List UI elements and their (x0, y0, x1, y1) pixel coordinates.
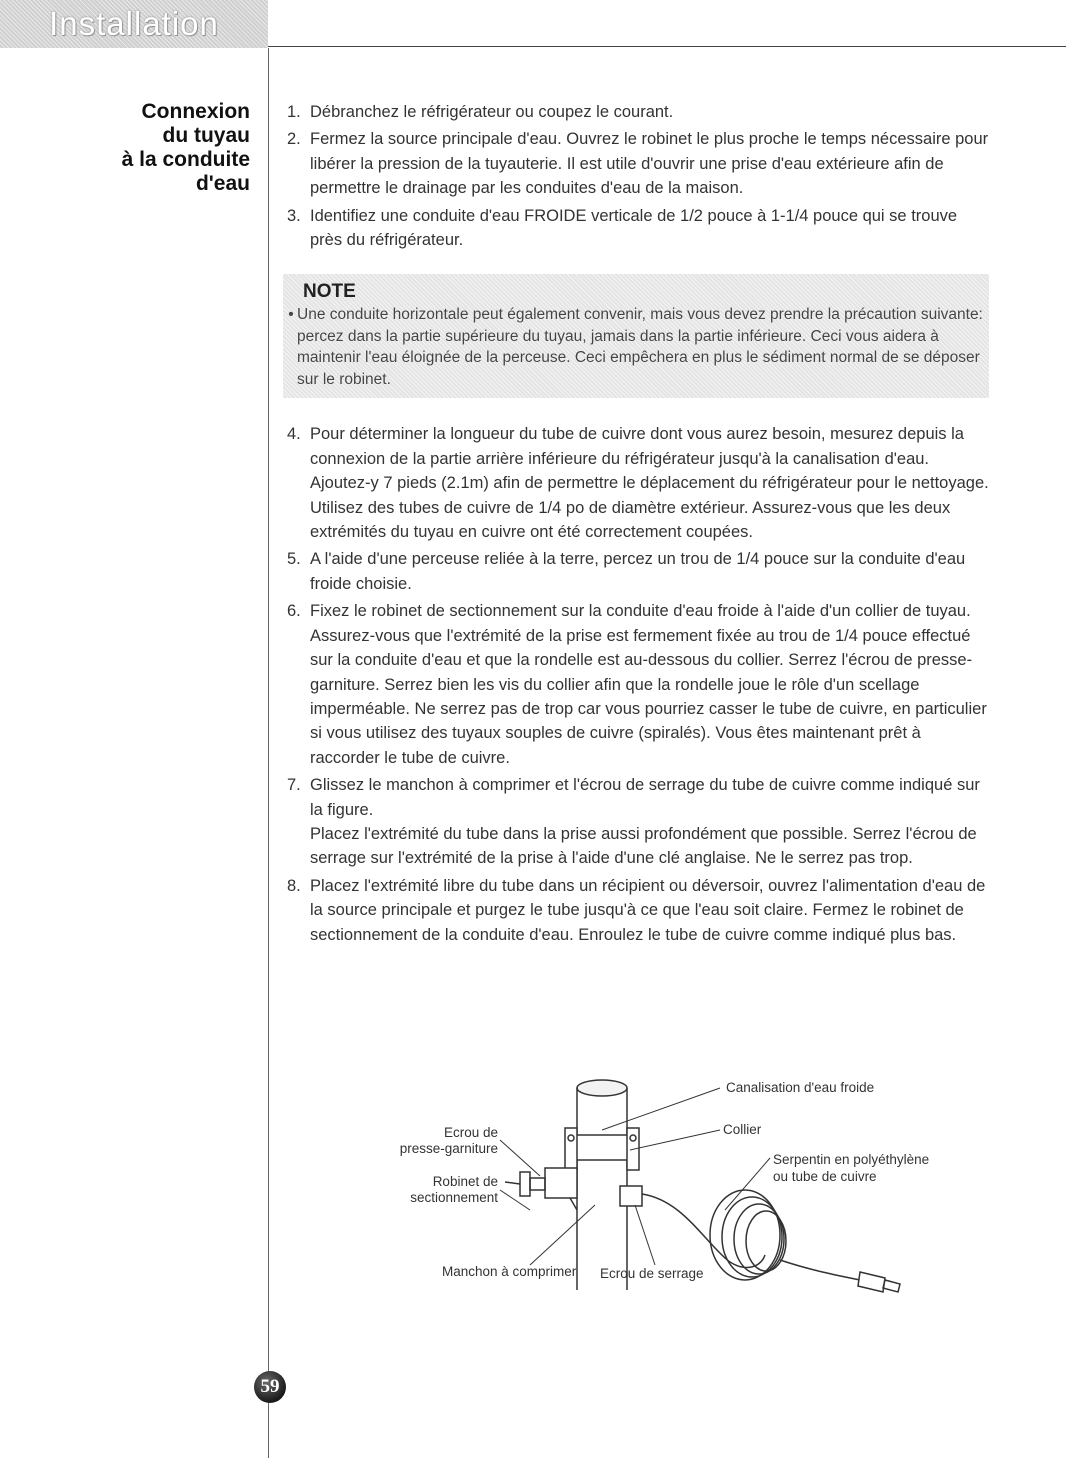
note-title: NOTE (303, 281, 356, 303)
shutoff-valve (545, 1168, 577, 1198)
header-rule (268, 46, 1066, 47)
section-heading-line: du tuyau (162, 124, 250, 147)
step-text: Débranchez le réfrigérateur ou coupez le courant. (310, 103, 674, 121)
step-number: 7. (287, 776, 301, 795)
step-number: 4. (287, 425, 301, 444)
label-robinet-line2: sectionnement (410, 1190, 498, 1205)
step-text: Fixez le robinet de sectionnement sur la conduite d'eau froide à l'aide d'un collier de tuyau. Assurez-vous que l'extrémité de la prise est fermement fixée au trou de 1/4 pouce effectué sur la conduite d'eau et que la rondelle est au-dessous du collier. Serrez l'écrou de presse-garniture. Serrez bien les vis du collier afin que la rondelle joue le rôle d'un scellage imperméable. Ne serrez pas de trop car vous pourriez casser le tube de cuivre, en particulier si vous utilisez des tuyaux souples de cuivre (spiralés). Vous êtes maintenant prêt à raccorder le tube de cuivre. (310, 602, 987, 767)
step-number: 6. (287, 602, 301, 621)
step-8 (287, 874, 992, 947)
note-text: Une conduite horizontale peut également convenir, mais vous devez prendre la précaution suivante: percez dans la partie supérieure du tuyau, jamais dans la partie inférieure. Ceci vous aidera à maintenir l'eau éloignée de la perceuse. Ceci empêchera en plus le sédiment normal de se déposer sur le robinet. (297, 306, 983, 388)
note-body (285, 304, 989, 390)
page-number: 59 (260, 1376, 280, 1397)
step-1 (287, 100, 992, 124)
step-text: Identifiez une conduite d'eau FROIDE verticale de 1/2 pouce à 1-1/4 pouce qui se trouve près du réfrigérateur. (310, 206, 958, 250)
header-tab (0, 0, 268, 48)
note-bullet: • (288, 306, 294, 324)
step-3 (287, 204, 992, 253)
step-text: Placez l'extrémité libre du tube dans un récipient ou déversoir, ouvrez l'alimentation d'eau de la source principale et purgez le tube jusqu'à ce que l'eau soit claire. Fermez le robinet de sectionnement de la conduite d'eau. Enroulez le tube de cuivre comme indiqué plus bas. (310, 876, 986, 944)
margin-rule (268, 48, 269, 1458)
step-text (310, 773, 992, 871)
label-serpentin-line2: ou tube de cuivre (773, 1169, 877, 1184)
step-7-part-1: Glissez le manchon à comprimer et l'écrou de serrage du tube de cuivre comme indiqué sur la figure. (310, 776, 980, 819)
installation-figure (380, 1060, 960, 1300)
label-ecrou-presse-line2: presse-garniture (399, 1141, 498, 1156)
step-text: A l'aide d'une perceuse reliée à la terre, percez un trou de 1/4 pouce sur la conduite d'eau froide choisie. (310, 550, 966, 593)
step-2 (287, 127, 992, 200)
step-text: Fermez la source principale d'eau. Ouvrez le robinet le plus proche le temps nécessaire pour libérer la pression de la tuyauterie. Il est utile d'ouvrir une prise d'eau extérieure afin de permettre le drainage par les conduites d'eau de la maison. (310, 130, 989, 198)
section-heading-line: à la conduite (121, 148, 250, 171)
step-6 (287, 599, 992, 770)
label-collier: Collier (723, 1122, 762, 1137)
header-title: Installation (49, 5, 219, 42)
label-manchon: Manchon à comprimer (442, 1264, 577, 1279)
section-heading-line: Connexion (141, 100, 250, 123)
note-box (283, 274, 989, 398)
step-number: 1. (287, 103, 301, 121)
step-number: 5. (287, 550, 301, 569)
step-number: 8. (287, 876, 301, 895)
step-5 (287, 547, 992, 596)
label-ecrou-presse-line1: Ecrou de (443, 1125, 498, 1140)
step-7 (287, 773, 992, 871)
label-robinet-line1: Robinet de (432, 1174, 498, 1189)
section-heading (40, 100, 250, 196)
step-4 (287, 422, 992, 544)
pipe-top (577, 1080, 627, 1096)
instruction-steps (287, 100, 992, 950)
page-number-badge (254, 1371, 286, 1403)
step-number: 2. (287, 130, 301, 149)
label-canalisation: Canalisation d'eau froide (726, 1080, 875, 1095)
tube-end-fitting (858, 1272, 885, 1292)
step-number: 3. (287, 206, 301, 225)
clamp (570, 1135, 634, 1160)
label-serpentin-line1: Serpentin en polyéthylène (773, 1152, 930, 1167)
label-ecrou-serrage: Ecrou de serrage (600, 1266, 704, 1281)
step-text: Pour déterminer la longueur du tube de cuivre dont vous aurez besoin, mesurez depuis la connexion de la partie arrière inférieure du réfrigérateur jusqu'à la canalisation d'eau. Ajoutez-y 7 pieds (2.1m) afin de permettre le déplacement du réfrigérateur pour le nettoyage. Utilisez des tubes de cuivre de 1/4 po de diamètre extérieur. Assurez-vous que les deux extrémités du tuyau en cuivre ont été correctement coupées. (310, 425, 989, 542)
section-heading-line: d'eau (195, 172, 250, 195)
compression-nut (620, 1186, 642, 1206)
step-7-part-2: Placez l'extrémité du tube dans la prise aussi profondément que possible. Serrez l'écrou de serrage sur l'extrémité de la prise à l'aide d'une clé anglaise. Ne le serrez pas trop. (310, 824, 977, 868)
